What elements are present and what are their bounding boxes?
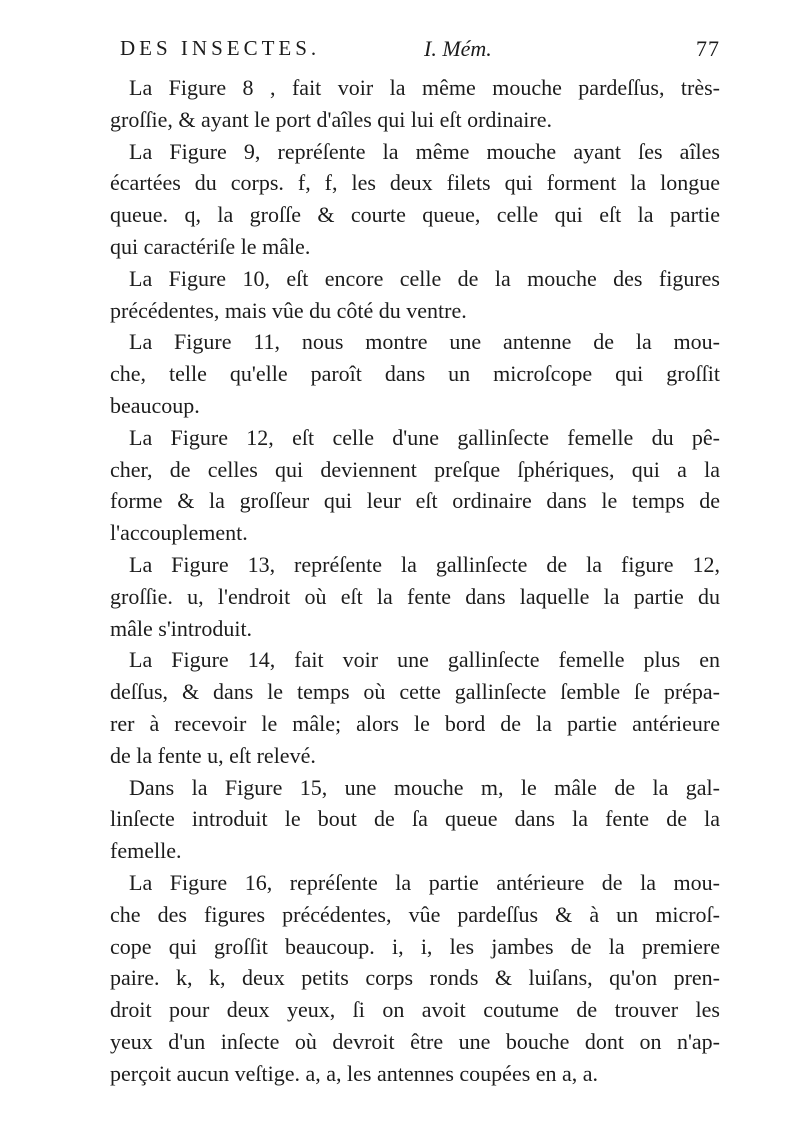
text-line: beaucoup. xyxy=(110,392,200,418)
text-line: forme & la groſſeur qui leur eſt ordinaire dans le temps de xyxy=(110,488,720,514)
text-line: La Figure 14, fait voir une gallinſecte femelle plus en xyxy=(129,647,720,673)
text-line: cope qui groſſit beaucoup. i, i, les jambes de la premiere xyxy=(110,933,720,959)
text-line: femelle. xyxy=(110,838,182,864)
text-line: che des figures précédentes, vûe pardeſſus & à un microſ- xyxy=(110,901,720,927)
text-line: de la fente u, eſt relevé. xyxy=(110,742,316,768)
text-line: deſſus, & dans le temps où cette gallinſecte ſemble ſe prépa- xyxy=(110,679,720,705)
text-line: cher, de celles qui deviennent preſque ſphériques, qui a la xyxy=(110,456,720,482)
page-number: 77 xyxy=(696,36,720,61)
text-line: précédentes, mais vûe du côté du ventre. xyxy=(110,297,467,323)
text-line: droit pour deux yeux, ſi on avoit coutume de trouver les xyxy=(110,997,720,1023)
text-line: perçoit aucun veſtige. a, a, les antennes coupées en a, a. xyxy=(110,1060,599,1086)
text-line: yeux d'un inſecte où devroit être une bouche dont on n'ap- xyxy=(110,1028,720,1054)
text-line: che, telle qu'elle paroît dans un microſcope qui groſſit xyxy=(110,361,720,387)
text-line: La Figure 16, repréſente la partie antérieure de la mou- xyxy=(129,869,720,895)
text-line: groſſie, & ayant le port d'aîles qui lui eſt ordinaire. xyxy=(110,106,553,132)
text-line: queue. q, la groſſe & courte queue, celle qui eſt la partie xyxy=(110,202,720,228)
text-line: linſecte introduit le bout de ſa queue dans la fente de la xyxy=(110,806,720,832)
text-line: écartées du corps. f, f, les deux filets qui forment la longue xyxy=(110,170,720,196)
text-line: l'accouplement. xyxy=(110,520,248,546)
text-line: La Figure 11, nous montre une antenne de la mou- xyxy=(129,329,720,355)
text-line: qui caractériſe le mâle. xyxy=(110,233,311,259)
text-line: paire. k, k, deux petits corps ronds & luiſans, qu'on pren- xyxy=(110,965,720,991)
text-line: La Figure 13, repréſente la gallinſecte de la figure 12, xyxy=(129,551,720,577)
text-line: La Figure 10, eſt encore celle de la mouche des figures xyxy=(129,265,720,291)
text-line: La Figure 12, eſt celle d'une gallinſecte femelle du pê- xyxy=(129,424,720,450)
text-line: La Figure 8 , fait voir la même mouche pardeſſus, très- xyxy=(129,75,720,100)
text-line: rer à recevoir le mâle; alors le bord de la partie antérieure xyxy=(110,710,720,736)
body-text xyxy=(110,72,720,1090)
memoir-label: I. Mém. xyxy=(424,36,492,61)
running-head xyxy=(120,36,720,70)
running-title: DES INSECTES. xyxy=(120,36,321,60)
text-line: La Figure 9, repréſente la même mouche ayant ſes aîles xyxy=(129,138,720,164)
text-line: Dans la Figure 15, une mouche m, le mâle de la gal- xyxy=(129,774,720,800)
text-line: mâle s'introduit. xyxy=(110,615,253,641)
text-line: groſſie. u, l'endroit où eſt la fente dans laquelle la partie du xyxy=(110,583,720,609)
